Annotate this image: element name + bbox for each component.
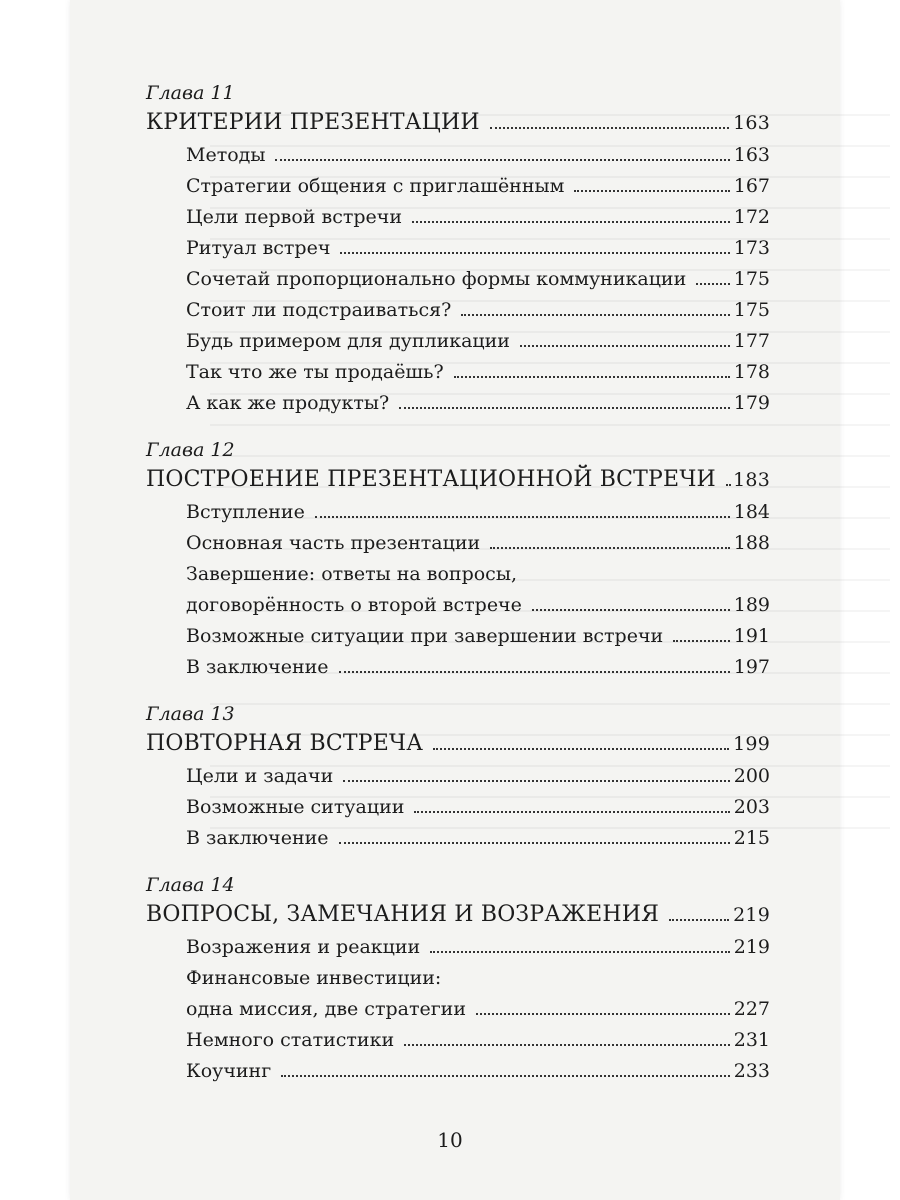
chapter-title: ПОСТРОЕНИЕ ПРЕЗЕНТАЦИОННОЙ ВСТРЕЧИ — [146, 467, 716, 492]
toc-entry-continuation — [146, 590, 770, 621]
toc-entry — [146, 140, 770, 171]
toc-entry — [146, 295, 770, 326]
chapter-label: Глава 11 — [146, 82, 235, 104]
page-ref: 163 — [733, 112, 770, 134]
dot-leader — [404, 1044, 730, 1046]
entry-text: Цели первой встречи — [186, 206, 402, 228]
page-ref: 227 — [733, 998, 770, 1020]
entry-text: Финансовые инвестиции: — [186, 967, 442, 989]
dot-leader — [673, 640, 730, 642]
entry-text: Немного статистики — [186, 1029, 395, 1051]
dot-leader — [430, 951, 730, 953]
entry-text: Сочетай пропорционально формы коммуникации — [186, 268, 687, 290]
page-ref: 172 — [733, 206, 770, 228]
entry-text-continuation: договорённость о второй встрече — [186, 594, 522, 616]
dot-leader — [696, 283, 729, 285]
entry-text: Ритуал встреч — [186, 237, 331, 259]
page-ref: 233 — [733, 1060, 770, 1082]
toc-entry — [146, 823, 770, 854]
page-ref: 184 — [733, 501, 770, 523]
toc-entry — [146, 233, 770, 264]
page-ref: 199 — [733, 733, 770, 755]
page-ref: 200 — [733, 765, 770, 787]
toc-entry — [146, 264, 770, 295]
dot-leader — [412, 221, 730, 223]
entry-text: Основная часть презентации — [186, 532, 481, 554]
chapter-title: ПОВТОРНАЯ ВСТРЕЧА — [146, 731, 424, 756]
chapter-14 — [146, 872, 770, 1087]
table-of-contents — [146, 80, 770, 1105]
page-ref: 178 — [733, 361, 770, 383]
toc-entry — [146, 326, 770, 357]
chapter-13 — [146, 701, 770, 854]
page-ref: 197 — [733, 656, 770, 678]
dot-leader — [574, 190, 729, 192]
chapter-label: Глава 12 — [146, 439, 235, 461]
dot-leader — [461, 314, 729, 316]
toc-entry — [146, 1025, 770, 1056]
toc-entry-first-line — [146, 963, 770, 994]
dot-leader — [340, 252, 729, 254]
dot-leader — [399, 407, 730, 409]
page-ref: 175 — [733, 299, 770, 321]
page-ref: 219 — [733, 904, 770, 926]
chapter-title: КРИТЕРИИ ПРЕЗЕНТАЦИИ — [146, 110, 480, 135]
toc-entry — [146, 1056, 770, 1087]
chapter-title-row — [146, 106, 770, 140]
dot-leader — [281, 1075, 730, 1077]
page-ref: 231 — [733, 1029, 770, 1051]
dot-leader — [339, 842, 730, 844]
entry-text: А как же продукты? — [186, 392, 390, 414]
dot-leader — [433, 748, 729, 750]
entry-text-continuation: одна миссия, две стратегии — [186, 998, 466, 1020]
page-ref: 203 — [733, 796, 770, 818]
dot-leader — [490, 127, 729, 129]
entry-text: В заключение — [186, 827, 329, 849]
toc-entry — [146, 202, 770, 233]
entry-text: Завершение: ответы на вопросы, — [186, 563, 517, 585]
dot-leader — [490, 547, 730, 549]
entry-text: В заключение — [186, 656, 329, 678]
page-ref: 175 — [733, 268, 770, 290]
entry-text: Возражения и реакции — [186, 936, 421, 958]
page-ref: 177 — [733, 330, 770, 352]
toc-entry — [146, 792, 770, 823]
dot-leader — [669, 919, 729, 921]
page-ref: 183 — [733, 469, 770, 491]
chapter-title-row — [146, 898, 770, 932]
toc-entry-first-line — [146, 559, 770, 590]
toc-entry — [146, 761, 770, 792]
entry-text: Возможные ситуации при завершении встречи — [186, 625, 664, 647]
chapter-title-row — [146, 727, 770, 761]
toc-entry — [146, 932, 770, 963]
chapter-12 — [146, 437, 770, 683]
toc-entry — [146, 621, 770, 652]
dot-leader — [315, 516, 730, 518]
page-number: 10 — [437, 1128, 463, 1152]
entry-text: Возможные ситуации — [186, 796, 405, 818]
toc-entry — [146, 652, 770, 683]
page-ref: 188 — [733, 532, 770, 554]
entry-text: Стоит ли подстраиваться? — [186, 299, 452, 321]
dot-leader — [454, 376, 730, 378]
toc-entry — [146, 528, 770, 559]
page-ref: 191 — [733, 625, 770, 647]
entry-text: Методы — [186, 144, 266, 166]
toc-entry-continuation — [146, 994, 770, 1025]
dot-leader — [343, 780, 730, 782]
dot-leader — [275, 159, 729, 161]
dot-leader — [339, 671, 730, 673]
entry-text: Коучинг — [186, 1060, 272, 1082]
toc-entry — [146, 171, 770, 202]
entry-text: Цели и задачи — [186, 765, 334, 787]
dot-leader — [520, 345, 730, 347]
entry-text: Так что же ты продаёшь? — [186, 361, 444, 383]
entry-text: Стратегии общения с приглашённым — [186, 175, 565, 197]
dot-leader — [532, 609, 730, 611]
page-ref: 189 — [733, 594, 770, 616]
toc-entry — [146, 388, 770, 419]
chapter-title-row — [146, 463, 770, 497]
toc-entry — [146, 497, 770, 528]
page-ref: 173 — [733, 237, 770, 259]
chapter-label: Глава 14 — [146, 874, 235, 896]
toc-entry — [146, 357, 770, 388]
page-ref: 215 — [733, 827, 770, 849]
entry-text: Будь примером для дупликации — [186, 330, 510, 352]
page-ref: 179 — [733, 392, 770, 414]
page-ref: 167 — [733, 175, 770, 197]
dot-leader — [726, 484, 729, 486]
page-ref: 219 — [733, 936, 770, 958]
chapter-label: Глава 13 — [146, 703, 235, 725]
entry-text: Вступление — [186, 501, 305, 523]
dot-leader — [414, 811, 729, 813]
page-ref: 163 — [733, 144, 770, 166]
chapter-title: ВОПРОСЫ, ЗАМЕЧАНИЯ И ВОЗРАЖЕНИЯ — [146, 902, 660, 927]
chapter-11 — [146, 80, 770, 419]
dot-leader — [476, 1013, 730, 1015]
